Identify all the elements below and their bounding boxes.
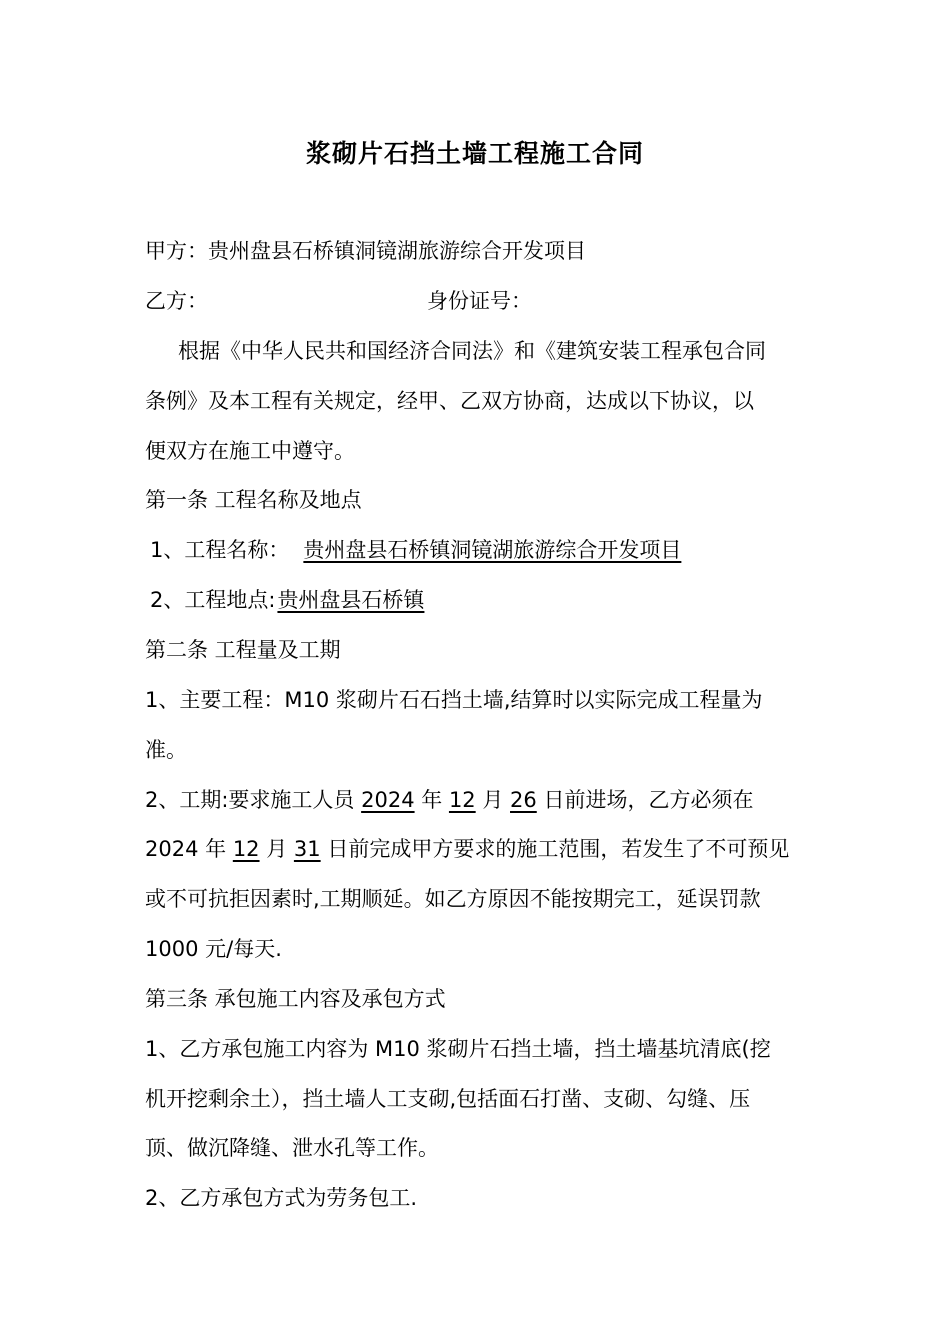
party-a-label: 甲方：	[145, 239, 208, 263]
schedule-text: 月	[259, 837, 294, 861]
project-location-value: 贵州盘县石桥镇	[277, 588, 425, 612]
party-a-value: 贵州盘县石桥镇洞镜湖旅游综合开发项目	[208, 239, 586, 263]
schedule-text: 年	[414, 788, 449, 812]
schedule-text: 日前进场，乙方必须在	[536, 788, 754, 812]
project-name-line	[150, 535, 820, 565]
party-a-line	[145, 236, 815, 266]
completion-day: 31	[293, 837, 321, 861]
completion-month: 12	[232, 837, 260, 861]
scope-line-2: 机开挖剩余土），挡土墙人工支砌,包括面石打凿、支砌、勾缝、压	[145, 1087, 751, 1111]
contract-method-line: 2、乙方承包方式为劳务包工.	[145, 1186, 418, 1210]
project-location-label: 2、工程地点:	[150, 588, 276, 612]
intro-line-2: 条例》及本工程有关规定，经甲、乙双方协商，达成以下协议，以	[145, 389, 754, 413]
schedule-text: 2、工期:要求施工人员	[145, 788, 362, 812]
entry-month: 12	[448, 788, 476, 812]
project-location-line	[150, 585, 820, 615]
id-number-label: 身份证号：	[427, 289, 532, 313]
completion-year: 2024	[145, 837, 199, 861]
project-name-value: 贵州盘县石桥镇洞镜湖旅游综合开发项目	[303, 538, 682, 562]
intro-line-1: 根据《中华人民共和国经济合同法》和《建筑安装工程承包合同	[178, 339, 766, 363]
scope-line-3: 顶、做沉降缝、泄水孔等工作。	[145, 1136, 439, 1160]
article-3-heading: 第三条 承包施工内容及承包方式	[145, 987, 446, 1011]
schedule-line-4: 1000 元/每天.	[145, 937, 282, 961]
schedule-text: 日前完成甲方要求的施工范围，若发生了不可预见	[320, 837, 790, 861]
scope-line-1: 1、乙方承包施工内容为 M10 浆砌片石挡土墙，挡土墙基坑清底(挖	[145, 1037, 771, 1061]
intro-line-3: 便双方在施工中遵守。	[145, 439, 355, 463]
project-name-label: 1、工程名称：	[150, 538, 290, 562]
article-1-heading: 第一条 工程名称及地点	[145, 488, 362, 512]
schedule-line-2	[145, 834, 815, 864]
article-2-heading: 第二条 工程量及工期	[145, 638, 341, 662]
document-title: 浆砌片石挡土墙工程施工合同	[305, 139, 644, 168]
schedule-line-3: 或不可抗拒因素时,工期顺延。如乙方原因不能按期完工，延误罚款	[145, 887, 761, 911]
schedule-line-1	[145, 785, 815, 815]
schedule-text: 年	[198, 837, 233, 861]
party-b-line	[145, 286, 815, 316]
main-works-line-1: 1、主要工程：M10 浆砌片石石挡土墙,结算时以实际完成工程量为	[145, 688, 763, 712]
entry-year: 2024	[361, 788, 415, 812]
entry-day: 26	[510, 788, 537, 812]
party-b-label: 乙方：	[145, 289, 208, 313]
main-works-line-2: 准。	[145, 738, 187, 762]
schedule-text: 月	[475, 788, 511, 812]
